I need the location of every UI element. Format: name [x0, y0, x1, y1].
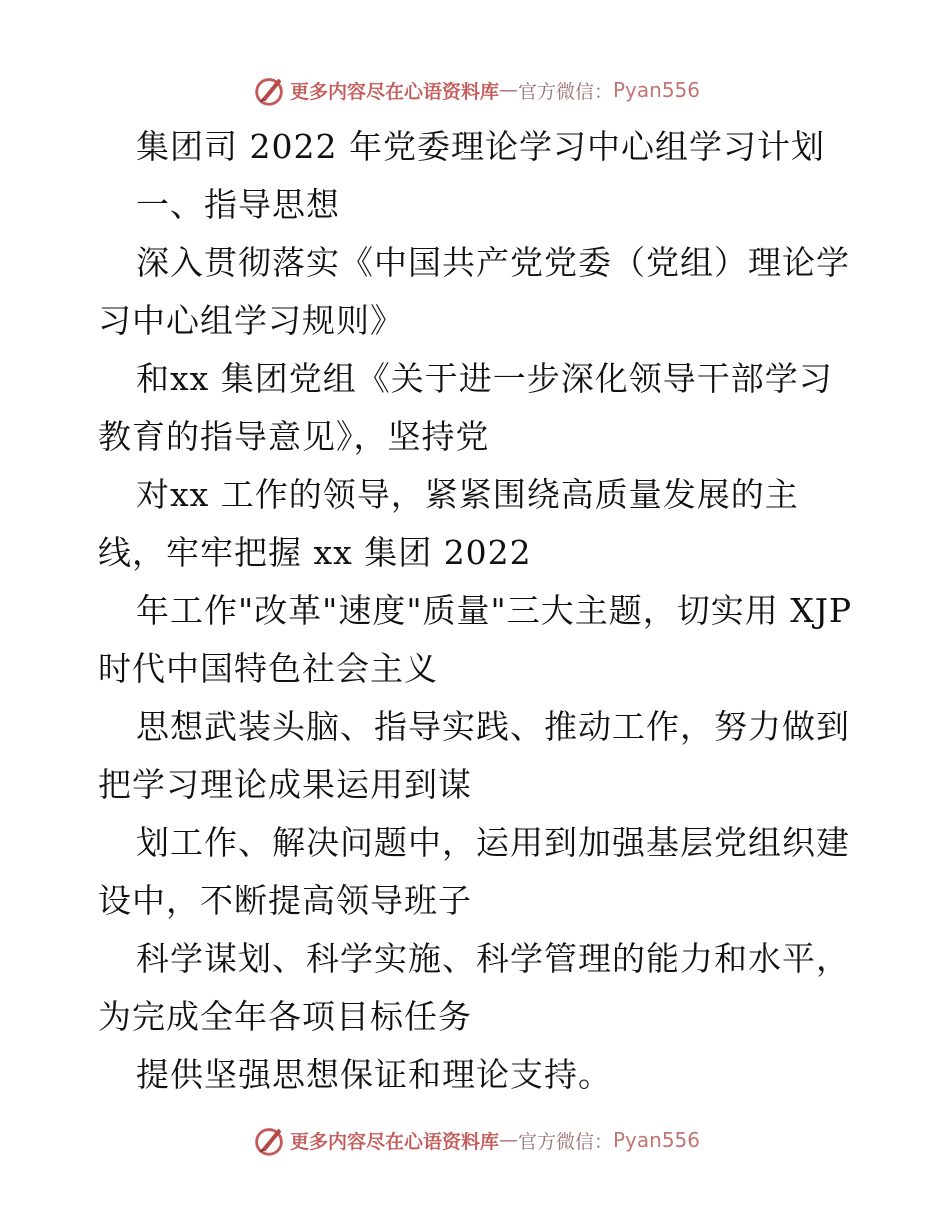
paragraph-line: 为完成全年各项目标任务	[98, 997, 472, 1036]
paragraph-line: 和xx 集团党组《关于进一步深化领导干部学习	[136, 359, 833, 398]
paragraph-line: 提供坚强思想保证和理论支持。	[136, 1055, 612, 1094]
watermark-wechat-label: 官方微信：	[517, 1130, 613, 1153]
watermark-dash: —	[498, 79, 518, 101]
paragraph-line: 教育的指导意见》，坚持党	[98, 417, 490, 456]
section-heading: 一、指导思想	[136, 185, 340, 224]
paragraph-line: 把学习理论成果运用到谋	[98, 765, 472, 804]
watermark-main-text: 更多内容尽在心语资料库	[289, 80, 499, 103]
watermark-wechat-label: 官方微信：	[517, 80, 613, 103]
watermark-dash: —	[498, 1129, 518, 1151]
paragraph-line: 时代中国特色社会主义	[98, 649, 438, 688]
paragraph-line: 习中心组学习规则》	[98, 301, 404, 340]
paragraph-line: 科学谋划、科学实施、科学管理的能力和水平，	[136, 939, 850, 978]
paragraph-line: 思想武装头脑、指导实践、推动工作，努力做到	[136, 707, 850, 746]
watermark-footer	[0, 1120, 950, 1160]
quill-logo-icon	[250, 71, 288, 109]
document-title: 集团司 2022 年党委理论学习中心组学习计划	[136, 127, 825, 166]
paragraph-line: 划工作、解决问题中，运用到加强基层党组织建	[136, 823, 850, 862]
watermark-wechat-id: Pyan556	[613, 78, 701, 102]
paragraph-line: 深入贯彻落实《中国共产党党委（党组）理论学	[136, 243, 850, 282]
paragraph-line: 对xx 工作的领导，紧紧围绕高质量发展的主	[136, 475, 799, 514]
watermark-header	[0, 70, 950, 110]
paragraph-line: 线，牢牢把握 xx 集团 2022	[98, 533, 532, 572]
paragraph-line: 设中，不断提高领导班子	[98, 881, 472, 920]
watermark-wechat-id: Pyan556	[613, 1128, 701, 1152]
watermark-main-text: 更多内容尽在心语资料库	[289, 1130, 499, 1153]
paragraph-line: 年工作"改革"速度"质量"三大主题，切实用 XJP	[136, 591, 853, 630]
quill-logo-icon	[250, 1121, 288, 1159]
